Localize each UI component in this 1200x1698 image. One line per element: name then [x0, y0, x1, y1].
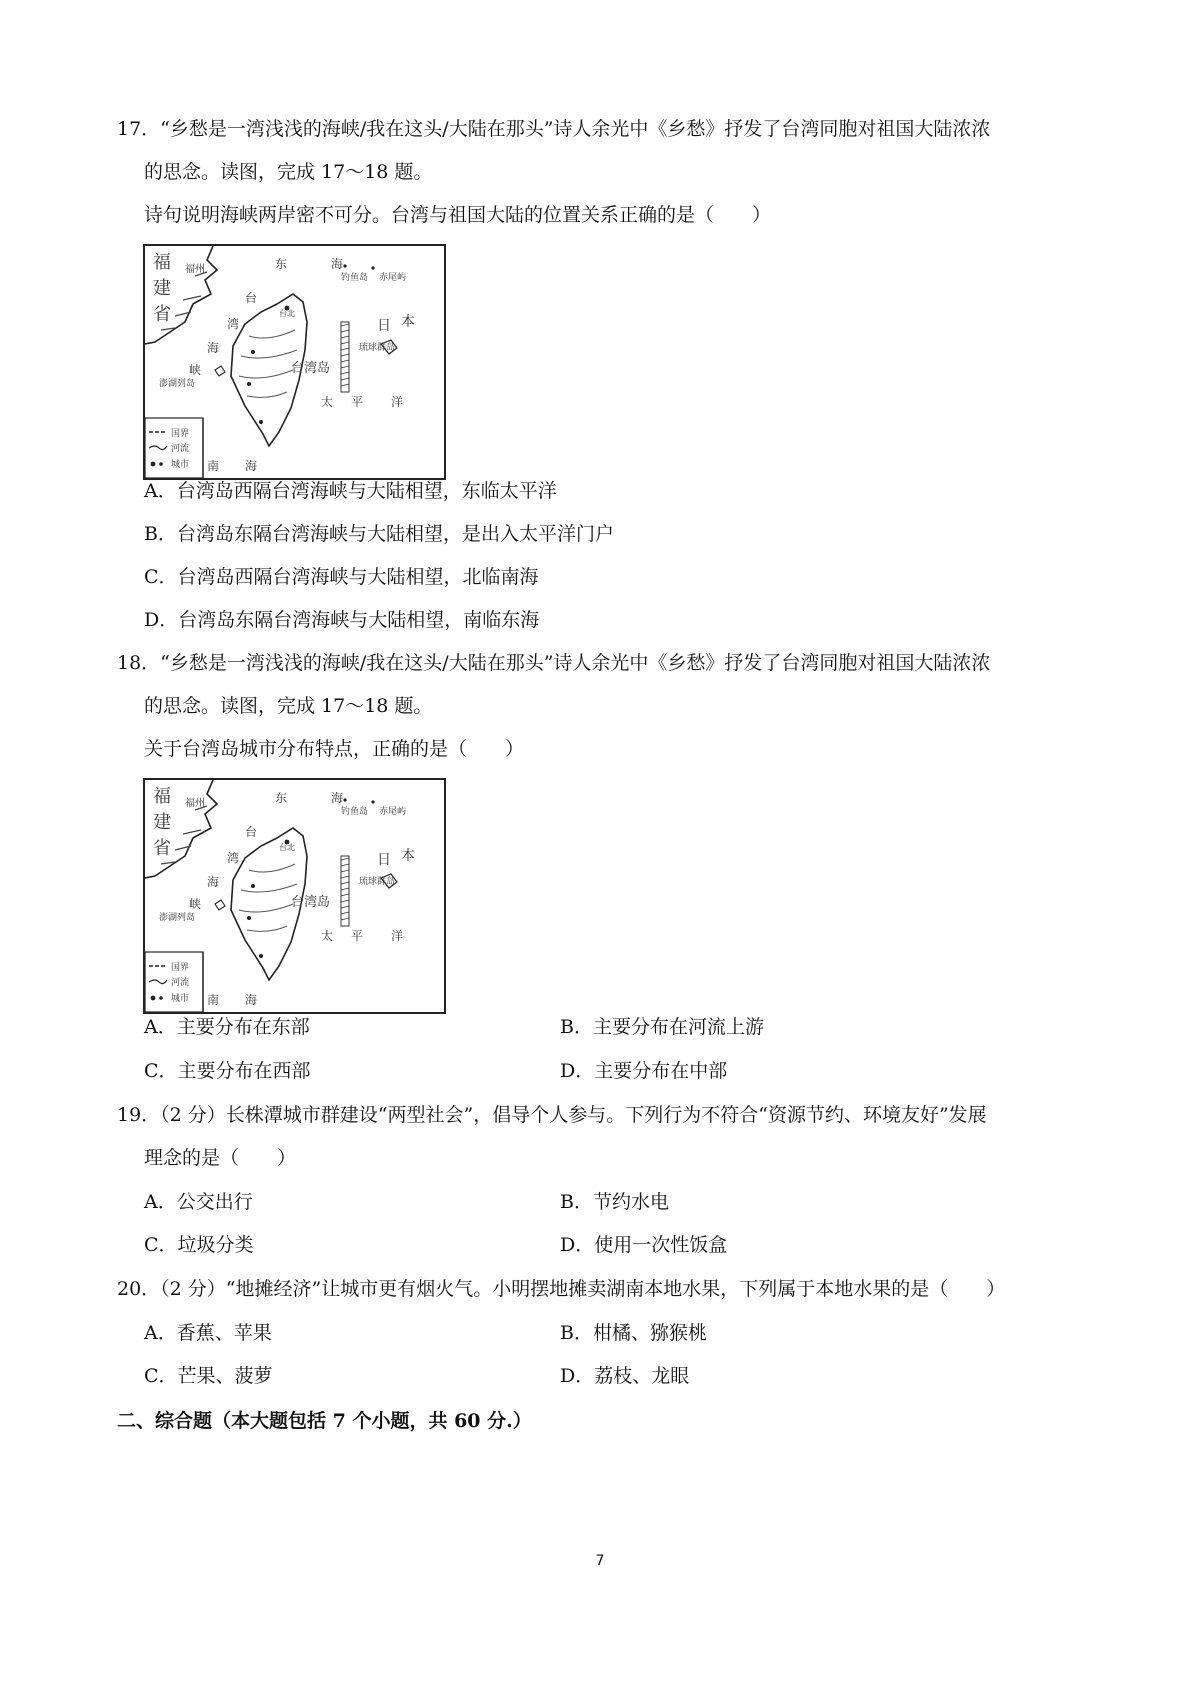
map-label-chiwei: 赤尾屿 — [379, 273, 407, 283]
q20-option-d: D．荔枝、龙眼 — [560, 1365, 690, 1387]
map2-label-nan: 南 — [207, 993, 220, 1007]
map-label-nan: 南 — [207, 459, 220, 473]
q17-stem-line2: 的思念。读图，完成 17～18 题。 — [144, 161, 433, 183]
map2-label-ping: 平 — [351, 929, 364, 943]
map2-label-fuzhou: 福州 — [185, 798, 205, 809]
map2-label-hai: 海 — [331, 791, 344, 805]
q20-option-b: B．柑橘、猕猴桃 — [560, 1322, 707, 1344]
map2-label-hai3: 海 — [245, 993, 258, 1007]
map2-label-yang: 洋 — [391, 929, 404, 943]
map-label-diaoyu: 钓鱼岛 — [341, 273, 369, 283]
legend-city-label: 城市 — [171, 460, 190, 470]
map-label-tai: 台 — [245, 291, 258, 305]
map2-label-hai2: 海 — [207, 875, 220, 889]
map2-label-xia: 峡 — [189, 897, 202, 911]
q20-option-a: A．香蕉、苹果 — [144, 1322, 272, 1344]
map-label-hai3: 海 — [245, 459, 258, 473]
q20-stem: 20．（2 分）“地摊经济”让城市更有烟火气。小明摆地摊卖湖南本地水果，下列属于本地水果的是（ ） — [117, 1278, 1006, 1300]
legend-border-label: 国界 — [171, 429, 190, 439]
legend-border-label-2: 国界 — [171, 963, 190, 973]
map2-label-yuqundao: 琉球群岛 — [359, 877, 396, 887]
map-label-jian: 建 — [153, 278, 171, 299]
taiwan-map-figure-2 — [143, 778, 446, 1014]
map-label-yuqundao: 琉球群岛 — [359, 343, 396, 353]
q20-option-c: C．芒果、菠萝 — [144, 1365, 273, 1387]
taiwan-map-figure-1 — [143, 244, 446, 480]
legend-river-label: 河流 — [171, 444, 190, 454]
map-label-taipei: 台北 — [279, 309, 295, 318]
map2-label-sheng: 省 — [153, 838, 171, 859]
map2-label-fu: 福 — [153, 786, 171, 807]
legend-river-label-2: 河流 — [171, 978, 190, 988]
q18-option-a: A．主要分布在东部 — [144, 1016, 310, 1038]
q19-stem-line1: 19．（2 分）长株潭城市群建设“两型社会”，倡导个人参与。下列行为不符合“资源节约、环境友好”发展 — [117, 1104, 987, 1126]
q17-sub-question: 诗句说明海峡两岸密不可分。台湾与祖国大陆的位置关系正确的是（ ） — [144, 204, 772, 226]
map2-label-tai: 台 — [245, 825, 258, 839]
q18-option-c: C．主要分布在西部 — [144, 1060, 311, 1082]
q17-option-c: C．台湾岛西隔台湾海峡与大陆相望，北临南海 — [144, 566, 539, 588]
taiwan-map-svg — [145, 246, 444, 478]
map-label-dong: 东 — [275, 257, 288, 271]
taiwan-map-svg-2 — [145, 780, 444, 1012]
map-label-ri: 日 — [377, 318, 391, 334]
map-label-tai2: 太 — [321, 395, 334, 409]
page-number: 7 — [595, 1553, 605, 1569]
map2-label-ri: 日 — [377, 852, 391, 868]
q17-option-b: B．台湾岛东隔台湾海峡与大陆相望，是出入太平洋门户 — [144, 523, 614, 545]
map2-label-wan: 湾 — [227, 851, 240, 865]
map-label-fu: 福 — [153, 252, 171, 273]
map-label-wan: 湾 — [227, 317, 240, 331]
q19-option-c: C．垃圾分类 — [144, 1234, 254, 1256]
q19-option-a: A．公交出行 — [144, 1191, 253, 1213]
map2-label-chiwei: 赤尾屿 — [379, 807, 407, 817]
map-label-penghu: 澎湖列岛 — [159, 379, 196, 389]
map-label-ping: 平 — [351, 395, 364, 409]
map-label-fuzhou: 福州 — [185, 264, 205, 275]
q18-option-d: D．主要分布在中部 — [560, 1060, 728, 1082]
section-title: 二、综合题（本大题包括 7 个小题，共 60 分.） — [117, 1410, 532, 1432]
q17-option-d: D．台湾岛东隔台湾海峡与大陆相望，南临东海 — [144, 609, 540, 631]
map2-label-ben: 本 — [401, 848, 415, 864]
map2-label-diaoyu: 钓鱼岛 — [341, 807, 369, 817]
q18-sub-question: 关于台湾岛城市分布特点，正确的是（ ） — [144, 738, 525, 760]
q19-option-b: B．节约水电 — [560, 1191, 669, 1213]
map-label-sheng: 省 — [153, 304, 171, 325]
q19-option-d: D．使用一次性饭盒 — [560, 1234, 728, 1256]
legend-city-label-2: 城市 — [171, 994, 190, 1004]
map-label-xia: 峡 — [189, 363, 202, 377]
q17-stem-line1: 17．“乡愁是一湾浅浅的海峡/我在这头/大陆在那头”诗人余光中《乡愁》抒发了台湾同胞对祖国大陆浓浓 — [117, 118, 991, 140]
q18-stem-line2: 的思念。读图，完成 17～18 题。 — [144, 695, 433, 717]
map-label-hai2: 海 — [207, 341, 220, 355]
map-label-taiwan-island: 台湾岛 — [291, 361, 331, 376]
map2-label-jian: 建 — [153, 812, 171, 833]
map-label-ben: 本 — [401, 314, 415, 330]
map2-label-penghu: 澎湖列岛 — [159, 913, 196, 923]
q18-stem-line1: 18．“乡愁是一湾浅浅的海峡/我在这头/大陆在那头”诗人余光中《乡愁》抒发了台湾同胞对祖国大陆浓浓 — [117, 652, 991, 674]
map2-label-taiwan-island: 台湾岛 — [291, 895, 331, 910]
map-label-yang: 洋 — [391, 395, 404, 409]
map2-label-tai2: 太 — [321, 929, 334, 943]
q18-option-b: B．主要分布在河流上游 — [560, 1016, 764, 1038]
map2-label-taipei: 台北 — [279, 843, 295, 852]
map-label-hai: 海 — [331, 257, 344, 271]
map2-label-dong: 东 — [275, 791, 288, 805]
q17-option-a: A．台湾岛西隔台湾海峡与大陆相望，东临太平洋 — [144, 480, 557, 502]
q19-stem-line2: 理念的是（ ） — [144, 1147, 297, 1169]
